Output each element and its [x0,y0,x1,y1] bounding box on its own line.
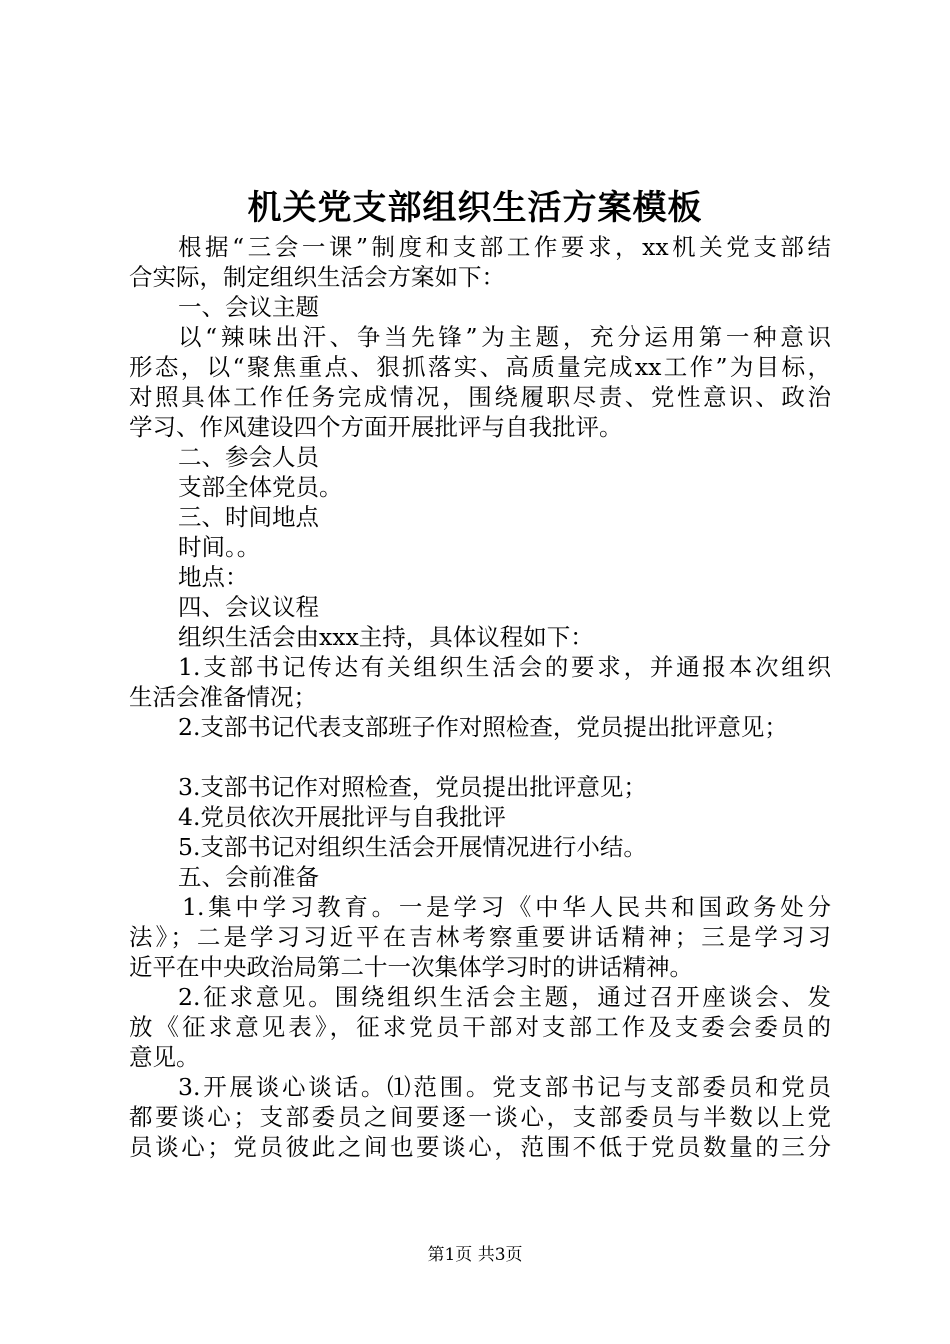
paragraph-line: 法》；二是学习习近平在吉林考察重要讲话精神；三是学习习 [129,923,831,951]
section-heading: 四、会议议程 [178,593,319,621]
paragraph-line: 生活会准备情况； [129,683,317,711]
paragraph-line: 根据“三会一课”制度和支部工作要求，xx机关党支部结 [178,233,831,261]
paragraph-line: 以“辣味出汗、争当先锋”为主题，充分运用第一种意识 [178,323,831,351]
list-item: 2.支部书记代表支部班子作对照检查，党员提出批评意见； [178,713,788,741]
section-heading: 二、参会人员 [178,443,319,471]
paragraph-line: 合实际，制定组织生活会方案如下： [129,263,505,291]
paragraph-line: 近平在中央政治局第二十一次集体学习时的讲话精神。 [129,953,693,981]
paragraph-line: 意见。 [129,1043,200,1071]
paragraph-line: 对照具体工作任务完成情况，围绕履职尽责、党性意识、政治 [129,383,831,411]
list-item: 5.支部书记对组织生活会开展情况进行小结。 [178,833,647,861]
paragraph-line: 支部全体党员。 [178,473,343,501]
document-body [129,232,831,1162]
list-item: 3.开展谈心谈话。⑴范围。党支部书记与支部委员和党员 [178,1073,831,1101]
document-title: 机关党支部组织生活方案模板 [247,188,703,228]
paragraph-line: 放《征求意见表》，征求党员干部对支部工作及支委会委员的 [129,1013,831,1041]
list-item: 1.支部书记传达有关组织生活会的要求，并通报本次组织 [178,653,831,681]
list-item: 4.党员依次开展批评与自我批评 [178,803,506,831]
paragraph-line: 时间。。 [178,533,261,561]
section-heading: 五、会前准备 [178,863,319,891]
paragraph-line: 学习、作风建设四个方面开展批评与自我批评。 [129,413,623,441]
paragraph-line: 形态，以“聚焦重点、狠抓落实、高质量完成xx工作”为目标， [129,353,831,381]
section-heading: 一、会议主题 [178,293,319,321]
list-item: 1.集中学习教育。一是学习《中华人民共和国政务处分 [182,893,831,921]
paragraph-line: 组织生活会由xxx主持，具体议程如下： [178,623,594,651]
list-item: 2.征求意见。围绕组织生活会主题，通过召开座谈会、发 [178,983,831,1011]
paragraph-line: 员谈心；党员彼此之间也要谈心，范围不低于党员数量的三分 [129,1133,831,1161]
paragraph-line: 都要谈心；支部委员之间要逐一谈心，支部委员与半数以上党 [129,1103,831,1131]
list-item: 3.支部书记作对照检查，党员提出批评意见； [178,773,647,801]
page-footer: 第1页 共3页 [427,1245,523,1265]
paragraph-line: 地点： [178,563,249,591]
section-heading: 三、时间地点 [178,503,319,531]
blank-line [129,742,831,772]
